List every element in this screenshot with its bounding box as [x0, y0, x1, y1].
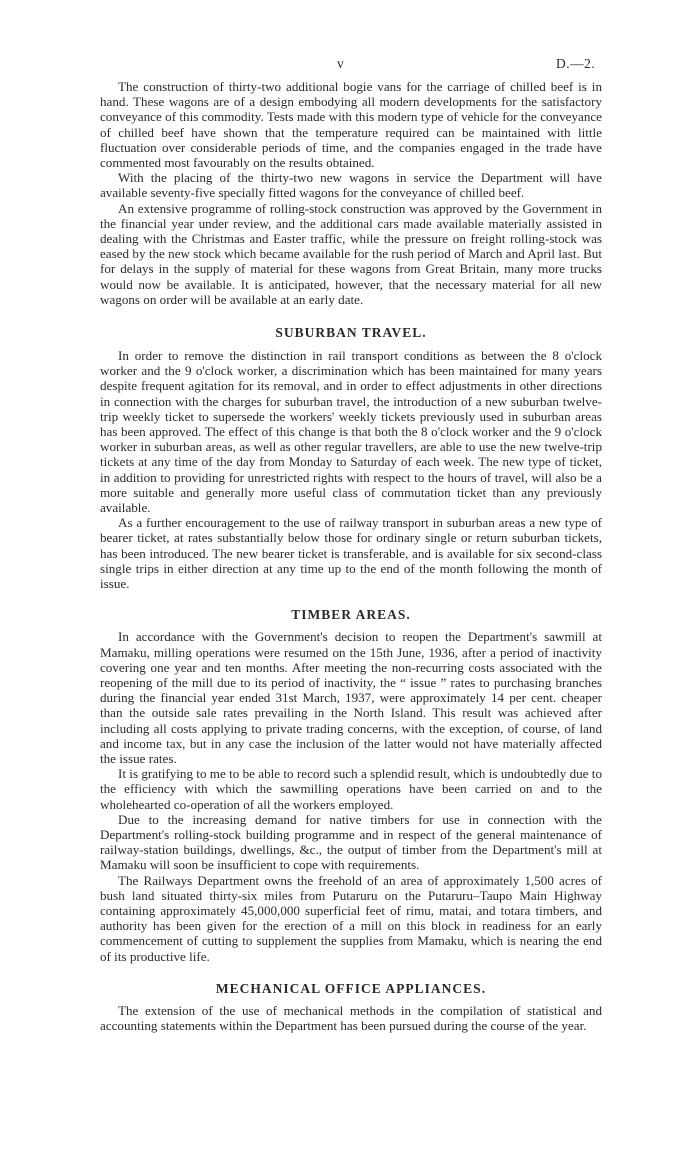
paragraph: In order to remove the distinction in rail transport conditions as between the 8 o'clock worker and the 9 o'clock worker, a discrimination which has been maintained for many years despite frequent agitation for its removal, and in order to effect adjustments in other directions in connection with the charges for suburban travel, the introduction of a new suburban twelve-trip weekly ticket to supersede the workers' weekly tickets previously used in suburban areas has been approved. The effect of this change is that both the 8 o'clock worker and the 9 o'clock worker in suburban areas, as well as other regular travellers, are able to use the new twelve-trip tickets at any time of the day from Monday to Saturday of each week. The new type of ticket, in addition to providing for unrestricted rights with respect to the hours of travel, will also be a more suitable and generally more useful class of commutation ticket than any previously available. [100, 348, 602, 516]
document-reference: D.—2. [556, 56, 596, 71]
paragraph: The construction of thirty-two additional bogie vans for the carriage of chilled beef is in hand. These wagons are of a design embodying all modern developments for the satisfactory conveyance of this commodity. Tests made with this modern type of vehicle for the conveyance of chilled beef have shown that the temperature required can be maintained with little fluctuation over considerable periods of time, and the companies engaged in the trade have commented most favourably on the results obtained. [100, 79, 602, 171]
document-body [100, 79, 602, 1033]
paragraph: The extension of the use of mechanical methods in the compilation of statistical and accounting statements within the Department has been pursued during the course of the year. [100, 1002, 602, 1033]
paragraph: As a further encouragement to the use of railway transport in suburban areas a new type of bearer ticket, at rates substantially below those for ordinary single or return suburban tickets, has been introduced. The new bearer ticket is transferable, and is available for six second-class single trips in either direction at any time up to the end of the month following the month of issue. [100, 515, 602, 592]
paragraph: With the placing of the thirty-two new wagons in service the Department will have available seventy-five specially fitted wagons for the conveyance of chilled beef. [100, 170, 602, 201]
paragraph: Due to the increasing demand for native timbers for use in connection with the Department's rolling-stock building programme and in respect of the general maintenance of railway-station buildings, dwellings, &c., the output of timber from the Department's mill at Mamaku will soon be insufficient to cope with requirements. [100, 811, 602, 873]
paragraph: The Railways Department owns the freehold of an area of approximately 1,500 acres of bush land situated thirty-six miles from Putaruru on the Putaruru–Taupo Main Highway containing approximately 45,000,000 superficial feet of rimu, matai, and totara timbers, and authority has been given for the erection of a mill on this block in readiness for an early commencement of cutting to supplement the supplies from Mamaku, which is nearing the end of its productive life. [100, 872, 602, 964]
page-number: v [337, 56, 344, 71]
paragraph: In accordance with the Government's decision to reopen the Department's sawmill at Mamaku, milling operations were resumed on the 15th June, 1936, after a period of inactivity covering one year and ten months. After meeting the non-recurring costs associated with the reopening of the mill due to its period of inactivity, the “ issue ” rates to purchasing branches during the financial year ended 31st March, 1937, were approximately 14 per cent. cheaper than the outside sale rates prevailing in the North Island. This result was achieved after including all costs applying to private trading concerns, with the exception, of course, of land and income tax, but in any case the inclusion of the latter would not have materially affected the issue rates. [100, 629, 602, 766]
page-header [0, 56, 700, 76]
section-heading-mechanical-office-appliances: MECHANICAL OFFICE APPLIANCES. [215, 980, 487, 996]
section-heading-suburban-travel: SUBURBAN TRAVEL. [275, 325, 427, 341]
section-heading-timber-areas: TIMBER AREAS. [291, 607, 411, 623]
paragraph: An extensive programme of rolling-stock construction was approved by the Government in the financial year under review, and the additional cars made available materially assisted in dealing with the Christmas and Easter traffic, while the pressure on freight rolling-stock was eased by the new stock which became available for the rush period of March and April last. But for delays in the supply of material for these wagons from Great Britain, many more trucks would now be available. It is anticipated, however, that the necessary material for all new wagons on order will be available at an early date. [100, 200, 602, 307]
paragraph: It is gratifying to me to be able to record such a splendid result, which is undoubtedly due to the efficiency with which the sawmilling operations have been carried on and to the wholehearted co-operation of all the workers employed. [100, 766, 602, 812]
